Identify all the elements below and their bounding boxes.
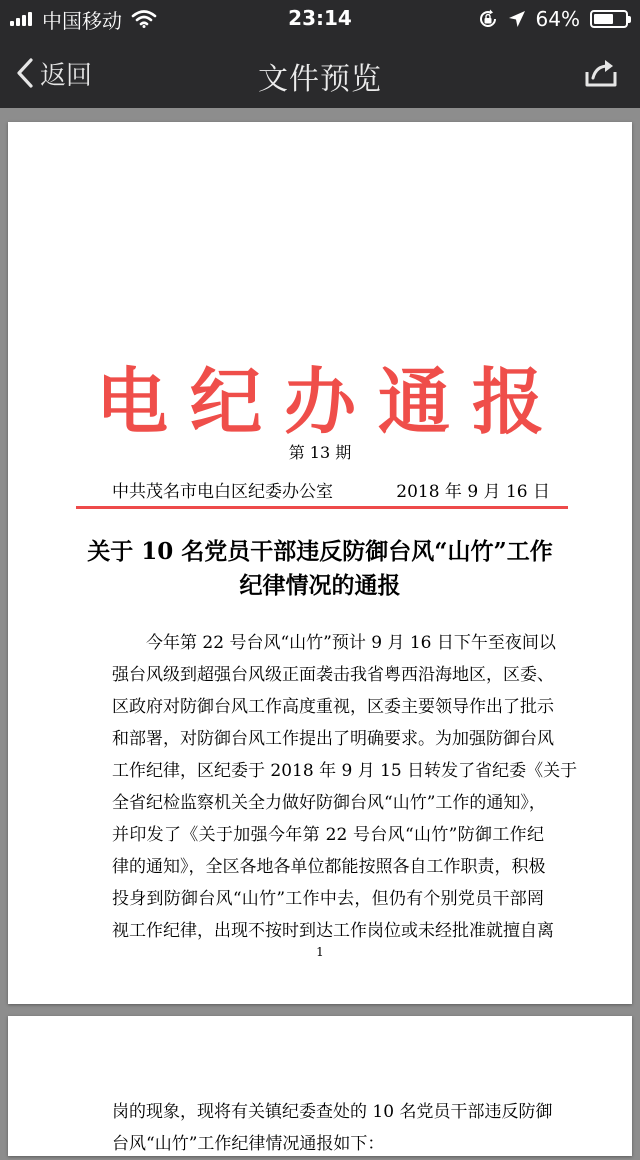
body-line: 工作纪律，区纪委于 2018 年 9 月 15 日转发了省纪委《关于 bbox=[112, 761, 578, 781]
document-title-line: 纪律情况的通报 bbox=[239, 572, 401, 599]
page-number: 1 bbox=[316, 945, 324, 959]
page-title: 文件预览 bbox=[258, 62, 382, 97]
document-body-continued bbox=[112, 1096, 553, 1160]
location-arrow-icon bbox=[508, 10, 526, 28]
body-line: 区政府对防御台风工作高度重视，区委主要领导作出了批示 bbox=[112, 697, 554, 717]
issue-number: 第 13 期 bbox=[288, 443, 352, 462]
back-label: 返回 bbox=[40, 60, 93, 91]
body-line: 岗的现象，现将有关镇纪委查处的 10 名党员干部违反防御 bbox=[112, 1102, 553, 1122]
nav-bar bbox=[0, 38, 640, 108]
battery-percent: 64% bbox=[535, 7, 580, 31]
body-line: 今年第 22 号台风“山竹”预计 9 月 16 日下午至夜间以 bbox=[146, 633, 556, 653]
battery-level-fill bbox=[594, 14, 613, 24]
status-bar bbox=[0, 0, 640, 38]
red-divider bbox=[76, 506, 568, 509]
battery-icon bbox=[590, 10, 628, 28]
rotation-lock-icon bbox=[478, 9, 498, 29]
document-page-1[interactable] bbox=[8, 122, 632, 1004]
document-page-2[interactable] bbox=[8, 1016, 632, 1156]
body-line: 全省纪检监察机关全力做好防御台风“山竹”工作的通知》， bbox=[112, 793, 546, 813]
issuing-office: 中共茂名市电白区纪委办公室 bbox=[112, 482, 333, 502]
body-line: 律的通知》，全区各地各单位都能按照各自工作职责，积极 bbox=[112, 857, 546, 877]
carrier-name: 中国移动 bbox=[42, 8, 122, 33]
document-body bbox=[112, 627, 578, 947]
document-masthead: 电纪办通报 bbox=[95, 360, 566, 444]
issue-date: 2018 年 9 月 16 日 bbox=[396, 482, 550, 502]
body-line: 视工作纪律，出现不按时到达工作岗位或未经批准就擅自离 bbox=[112, 921, 554, 941]
share-button[interactable] bbox=[584, 56, 618, 92]
body-line: 和部署，对防御台风工作提出了明确要求。为加强防御台风 bbox=[112, 729, 554, 749]
body-line: 强台风级到超强台风级正面袭击我省粤西沿海地区，区委、 bbox=[112, 665, 554, 685]
body-line: 并印发了《关于加强今年第 22 号台风“山竹”防御工作纪 bbox=[112, 825, 544, 845]
status-right bbox=[478, 6, 628, 32]
document-title-line: 关于 10 名党员干部违反防御台风“山竹”工作 bbox=[87, 538, 553, 565]
body-line: 投身到防御台风“山竹”工作中去，但仍有个别党员干部罔 bbox=[112, 889, 544, 909]
document-title bbox=[8, 535, 632, 603]
share-icon bbox=[584, 56, 618, 88]
status-time: 23:14 bbox=[288, 6, 352, 30]
body-line: 台风“山竹”工作纪律情况通报如下： bbox=[112, 1134, 385, 1154]
